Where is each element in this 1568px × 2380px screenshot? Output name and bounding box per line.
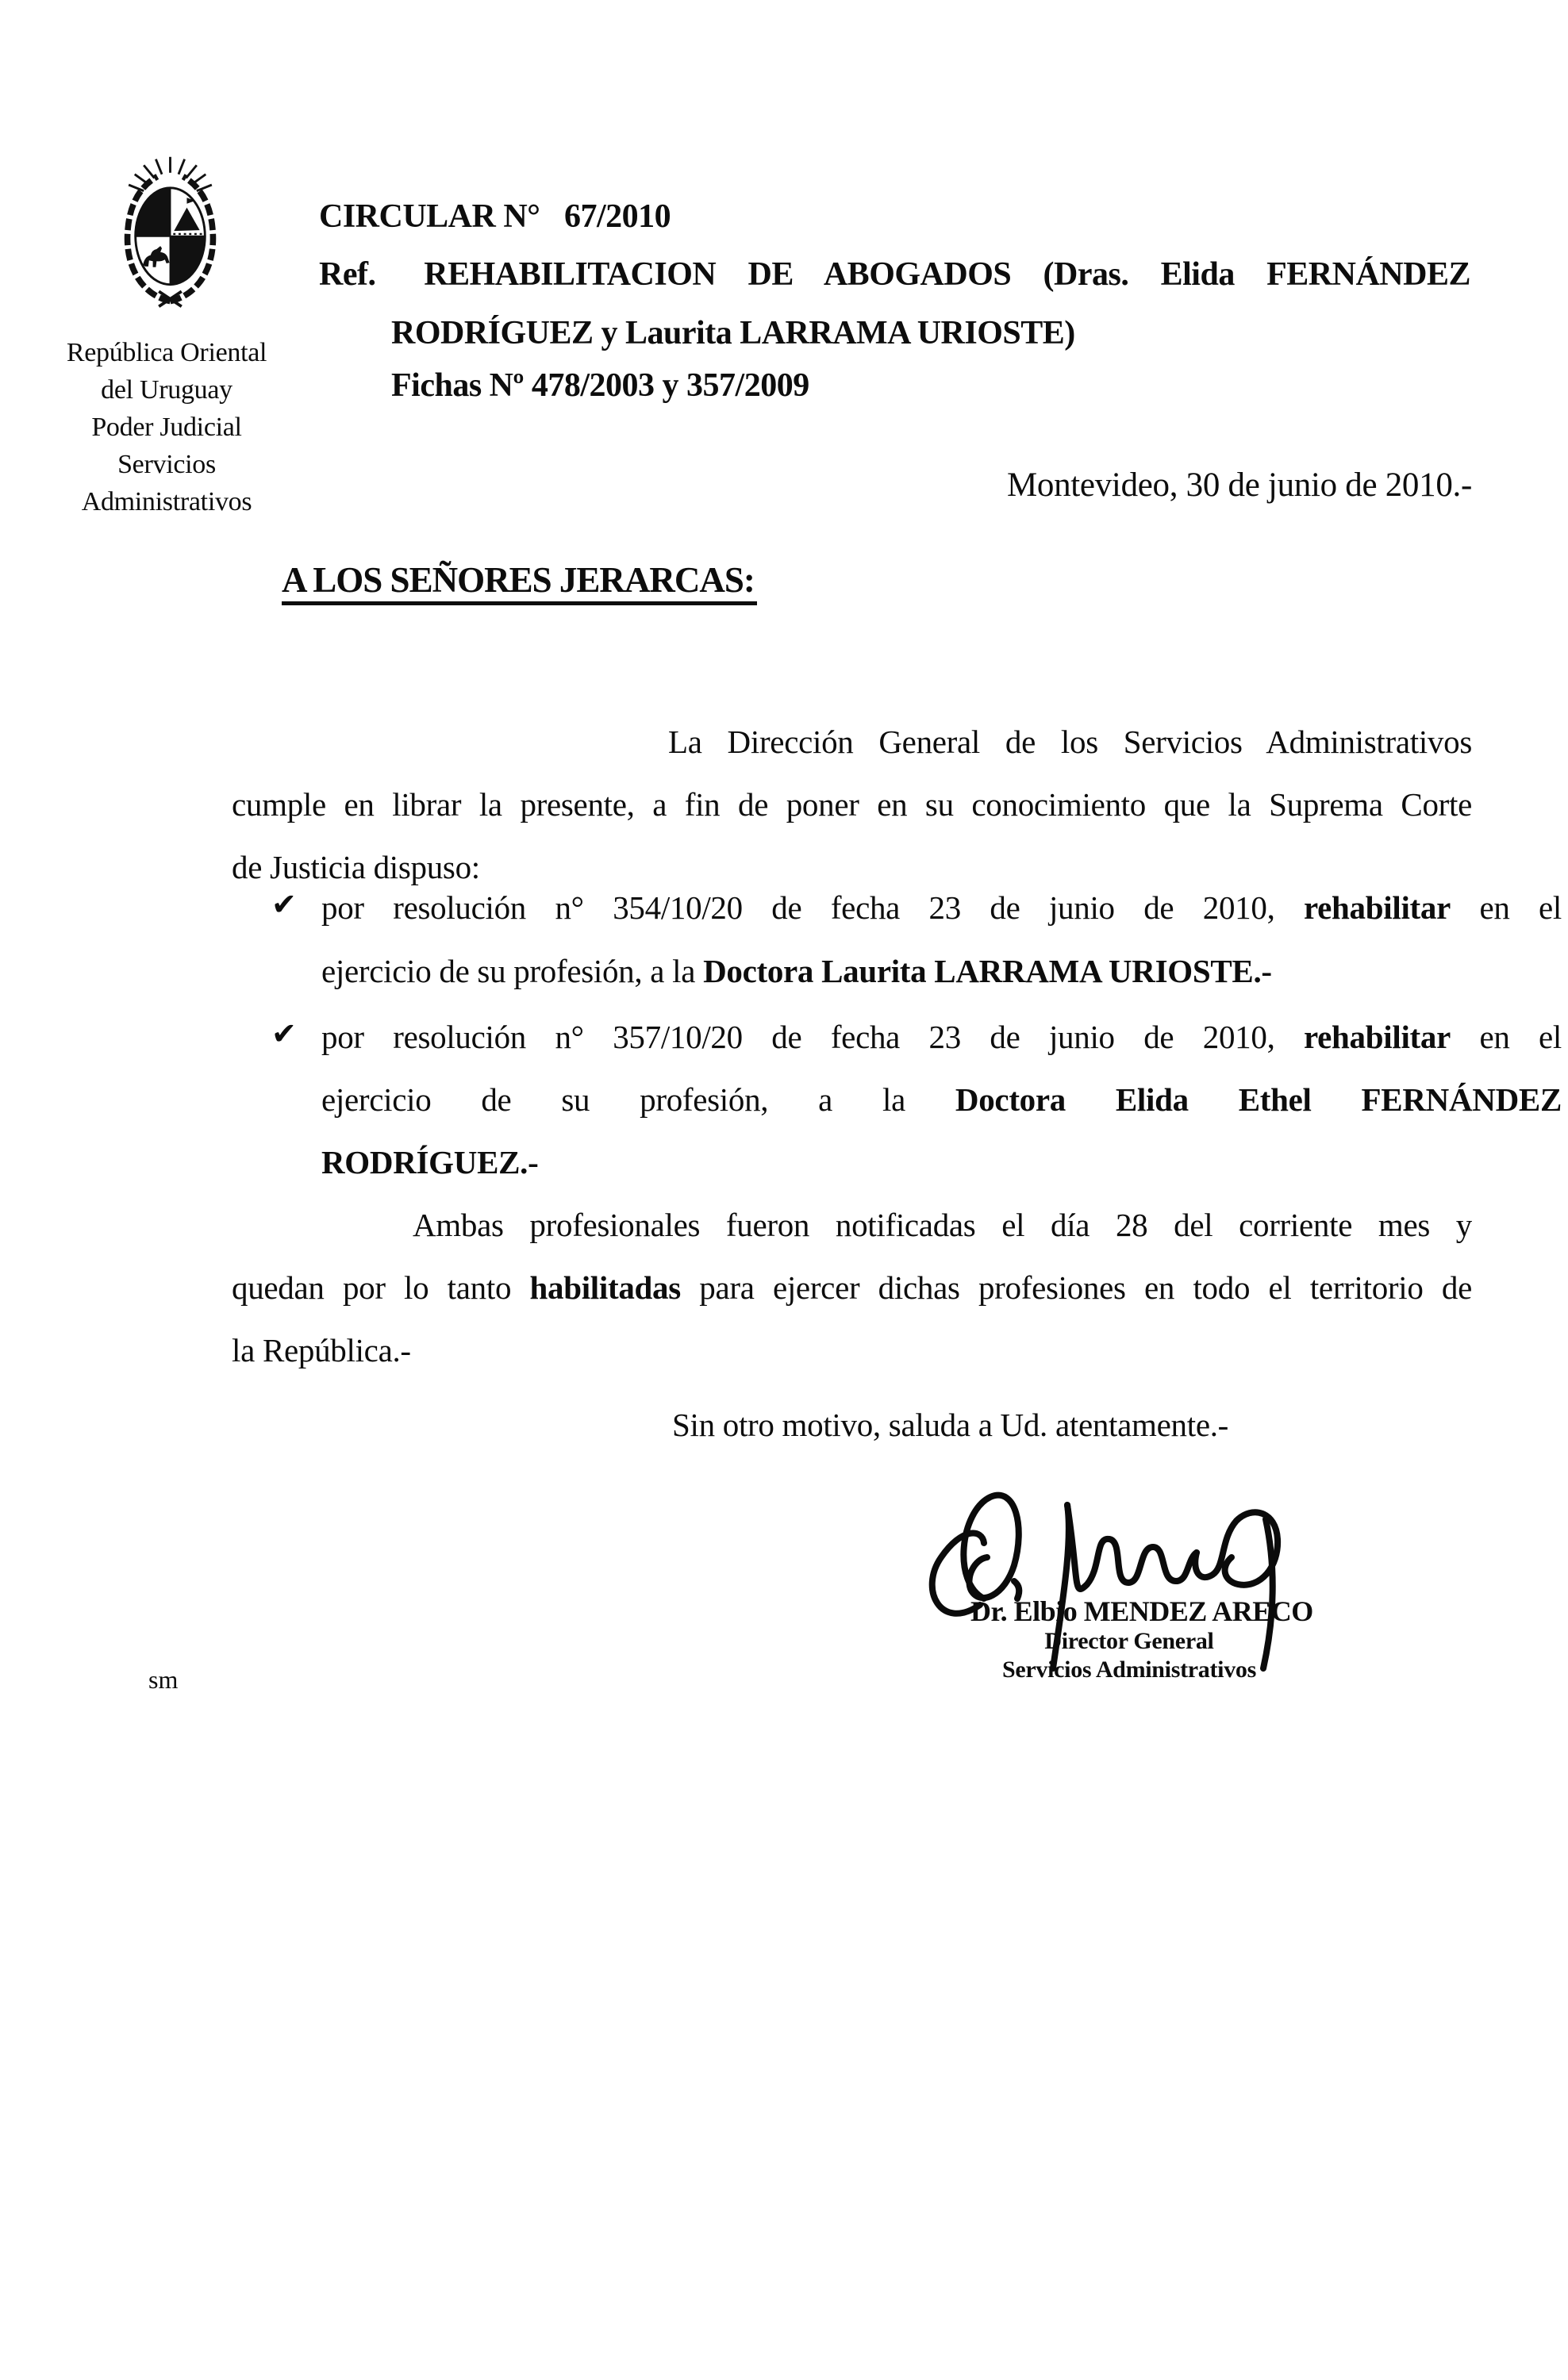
- org-line-country2: del Uruguay: [101, 375, 233, 405]
- bullet2-line1-bold: rehabilitar: [1304, 1019, 1451, 1055]
- salutation-heading: [282, 561, 757, 605]
- bullet1-line1-bold: rehabilitar: [1304, 889, 1451, 926]
- checkmark-icon: ✔: [271, 1018, 297, 1051]
- paragraph1-line3: de Justicia dispuso:: [232, 849, 480, 885]
- sun-rays: [129, 157, 212, 191]
- reference-line-2: RODRÍGUEZ y Laurita LARRAMA URIOSTE): [391, 315, 1075, 351]
- uruguay-coat-of-arms-icon: [113, 153, 228, 312]
- org-line-country: República Oriental: [66, 338, 267, 367]
- org-line-branch: Poder Judicial: [91, 413, 242, 442]
- signer-title: Director General: [1044, 1628, 1214, 1654]
- paragraph1-line1: La Dirección General de los Servicios Administrativos: [668, 724, 1472, 760]
- paragraph2-line2-tail: para ejercer dichas profesiones en todo el territorio de: [680, 1269, 1472, 1306]
- signer-name: Dr. Elbio MENDEZ ARECO: [970, 1595, 1313, 1627]
- bullet2-line1-tail: en el: [1450, 1019, 1562, 1055]
- bullet2-line1-text: por resolución n° 357/10/20 de fecha 23 de junio de 2010,: [321, 1019, 1304, 1055]
- bullet1-line1-tail: en el: [1450, 889, 1562, 926]
- circular-number-line: CIRCULAR N° 67/2010: [319, 198, 671, 235]
- bullet2-line3: [232, 1143, 1562, 1188]
- closing-line: Sin otro motivo, saluda a Ud. atentamente.-: [672, 1407, 1229, 1443]
- paragraph2-line2-bold: habilitadas: [529, 1269, 681, 1306]
- bullet1-line2: [232, 952, 1562, 996]
- bullet2-line2-bold: Doctora Elida Ethel FERNÁNDEZ: [955, 1081, 1562, 1118]
- reference-line-1: Ref. REHABILITACION DE ABOGADOS (Dras. Elida FERNÁNDEZ: [319, 256, 1470, 293]
- bullet2-line2: [232, 1081, 1562, 1125]
- bullet1-line2-bold: Doctora Laurita LARRAMA URIOSTE.-: [703, 953, 1272, 989]
- signer-department: Servicios Administrativos: [1002, 1656, 1256, 1683]
- paragraph2-line1: Ambas profesionales fueron notificadas el día 28 del corriente mes y: [413, 1207, 1472, 1243]
- dateline: Montevideo, 30 de junio de 2010.-: [1006, 466, 1472, 504]
- bullet2-line1: [232, 1018, 1562, 1062]
- typist-initials: sm: [148, 1665, 179, 1694]
- bullet2-line2-text: ejercicio de su profesión, a la: [321, 1081, 955, 1118]
- paragraph2-line3: la República.-: [232, 1332, 411, 1368]
- paragraph2-line2-text: quedan por lo tanto: [232, 1269, 530, 1306]
- bullet1-line1-text: por resolución n° 354/10/20 de fecha 23 de junio de 2010,: [321, 889, 1304, 926]
- salutation-text: A LOS SEÑORES JERARCAS:: [282, 561, 757, 605]
- fichas-line: Fichas Nº 478/2003 y 357/2009: [391, 367, 809, 404]
- checkmark-icon: ✔: [271, 889, 297, 922]
- bullet1-line2-text: ejercicio de su profesión, a la: [321, 953, 704, 989]
- org-line-admin: Administrativos: [81, 487, 252, 516]
- paragraph2-line2: [232, 1269, 1472, 1313]
- bullet2-line3-bold: RODRÍGUEZ.-: [321, 1144, 539, 1180]
- org-line-services: Servicios: [117, 450, 216, 479]
- bullet1-line1: [232, 889, 1562, 933]
- handwritten-signature-icon: [905, 1464, 1317, 1678]
- paragraph1-line2: cumple en librar la presente, a fin de poner en su conocimiento que la Suprema Corte: [232, 786, 1472, 823]
